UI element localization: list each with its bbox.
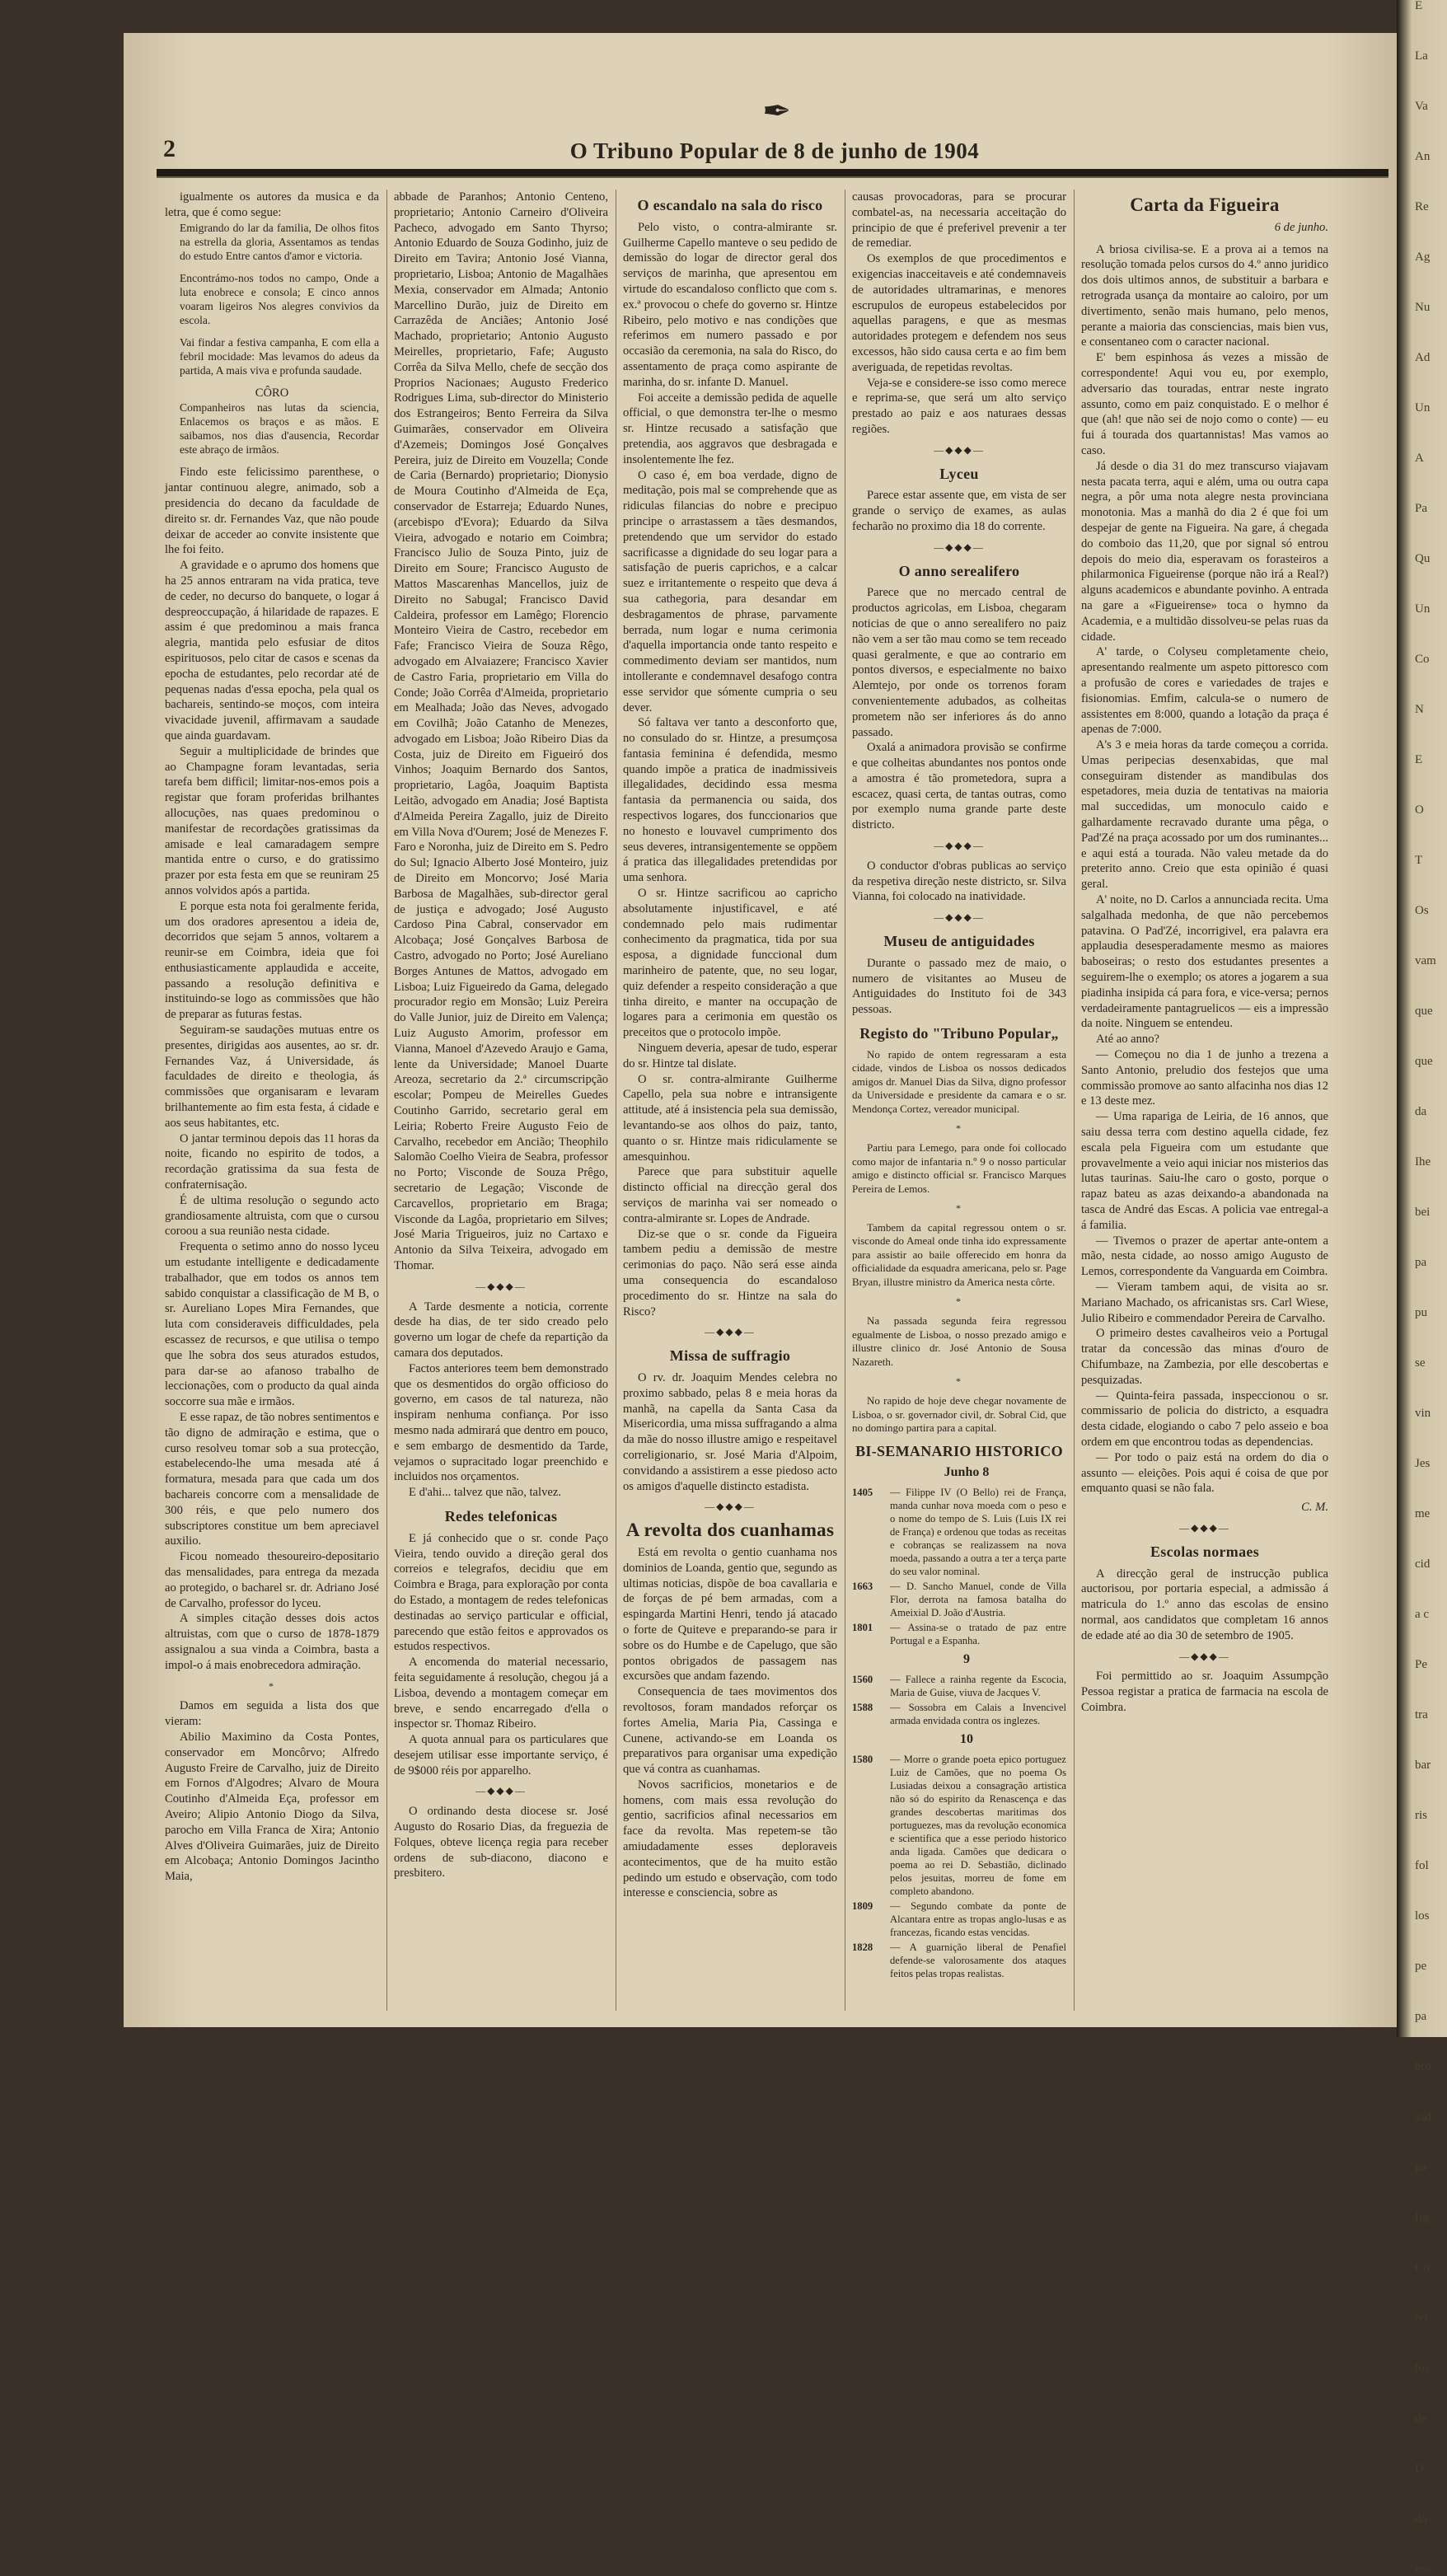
article-heading: O escandalo na sala do risco [637,197,823,213]
article-paragraph: Ninguem deveria, apesar de tudo, esperar do sr. Hintze tal dislate. [623,1042,837,1070]
article-paragraph: A simples citação desses dois actos altruistas, com que o curso de 1878-1879 assignalou a sua vinda a Coimbra, basta a impol-o á mais enobrecedora admiração. [165,1612,379,1672]
article-paragraph: Foi permittido ao sr. Joaquim Assumpção Pessoa registar a pratica de farmacia na escola de Coimbra. [1081,1670,1328,1714]
article-heading: Redes telefonicas [444,1507,558,1525]
article-paragraph: Factos anteriores teem bem demonstrado que os desmentidos do orgão officioso do governo, em casos de tal natureza, não inspiram nenhuma confiança. Por isso mesmo nada admirará que dentro em pouco, e sem embargo de desmentido da Tarde, vejamos o supracitado logar preenchido e incluidos nos orçamentos. [394,1361,608,1484]
facing-page-text-fragment: N [1415,703,1424,716]
article-heading: BI-SEMANARIO HISTORICO [855,1442,1063,1459]
section-separator: * [956,1122,962,1135]
section-separator: * [956,1375,962,1388]
newspaper-title: O Tribuno Popular de 8 de junho de 1904 [569,138,980,163]
facing-page-text-fragment: A [1415,452,1424,465]
section-separator: —◆◆◆— [475,1280,527,1292]
register-note: No rapido de ontem regressaram a esta cidade, vindos de Lisboa os nossos dedicados amigos dr. Manuel Dias da Silva, digno professor da Universidade e presidente da camara e o sr. Mendonça Cortez, vereador municipal. [852,1047,1066,1115]
facing-page-text-fragment: pu [1415,1306,1427,1319]
verse-heading: CÔRO [255,386,289,400]
article-paragraph: O rv. dr. Joaquim Mendes celebra no proximo sabbado, pelas 8 e meia horas da manhã, na capella da Santa Casa da Misericordia, uma missa suffragando a alma da mãe do nosso illustre amigo e respeitavel correligionario, sr. José Maria d'Alpoim, convidando a assistirem a esse piedoso acto os amigos d'aquelle distincto estadista. [623,1370,837,1493]
article-paragraph: igualmente os autores da musica e da letra, que é como segue: [165,190,379,219]
facing-page-text-fragment: da [1415,1105,1427,1118]
facing-page-text-fragment: bei [1415,1206,1431,1219]
chronicle-text: — D. Sancho Manuel, conde de Villa Flor, derrota na famosa batalha do Ameixial D. João d'Austria. [890,1581,1066,1619]
section-separator: —◆◆◆— [705,1501,756,1513]
chronicle-day: 9 [963,1652,970,1667]
facing-page-text-fragment: rei [1415,2311,1428,2325]
article-paragraph: A quota annual para os particulares que desejem utilisar esse importante serviço, é de 9$000 réis por apparelho. [394,1733,608,1777]
column-1 [165,190,379,2011]
section-separator: * [956,1202,962,1215]
facing-page-text-fragment: Qu [1415,552,1431,565]
article-heading: Missa de suffragio [669,1347,791,1365]
facing-page-text-fragment: Nu [1415,301,1431,314]
chronicle-text: — Morre o grande poeta epico portuguez Luiz de Camões, que no poema Os Lusiadas deixou a consagração artistica não só do espirito da Renascença e das grandes descobertas maritimas dos portuguezes, mas da revolução economica e scientifica que a esse periodo historico anda ligada. Camões que dedicara o poema ao rei D. Sebastião, diclinado pelos jesuitas, morreu de fome em completo abandono. [890,1753,1066,1897]
facing-page-text-fragment: Co [1415,653,1430,666]
article-paragraph: E' bem espinhosa ás vezes a missão de correspondente! Aqui vou eu, por exemplo, adversario das touradas, entrar neste ingrato assunto, como em paiz conquistado. E o melhor é que (ah! que não sei de nojo como o conte) — eu fui á tourada dos quartannistas! Mas vamos ao caso. [1081,351,1328,457]
article-paragraph: Seguir a multiplicidade de brindes que ao Champagne foram levantadas, seria tarefa bem difficil; limitar-nos-emos pois a registar que foram proferidas brilhantes allocuções, nas quaes predominou o manifestar de recordações gratissimas da amisade e leal camaradagem sempre mantida entre o curso, e do gratissimo prazer por esta festa em que se reuniram 25 annos volvidos após a partida. [165,744,379,897]
facing-page-text-fragment: Co [1415,2261,1430,2274]
chronicle-entry [852,1899,1066,1939]
article-paragraph: Parece estar assente que, em vista de ser grande o serviço de exames, as aulas fecharão no proximo dia 18 do corrente. [852,489,1066,533]
article-paragraph: causas provocadoras, para se procurar combatel-as, na necessaria acceitação do principio de que é preferivel prevenir a ter de remediar. [852,190,1066,251]
facing-page-text-fragment: Pa [1415,502,1427,515]
column-divider [1074,190,1075,2011]
chronicle-text: — Filippe IV (O Bello) rei de França, manda cunhar nova moeda com o peso e o nome do tempo de S. Luis (Luis IX rei de França) e ordenou que todas as receitas e cobranças se realizassem na nova moeda, passando a outra a ter a terça parte do seu valor nominal. [890,1487,1066,1578]
article-paragraph: — Quinta-feira passada, inspeccionou o sr. commissario de policia do districto, a esquadra desta cidade, elogiando o cabo 7 pelo asseio e boa ordem em que encontrou todas as dependencias. [1081,1389,1328,1449]
facing-page-text-fragment: bar [1415,1759,1431,1772]
chronicle-year: 1663 [852,1581,873,1593]
article-paragraph: O ordinando desta diocese sr. José Augusto do Rosario Dias, da freguezia de Folques, obteve licença regia para receber ordens de sub-diacono, diacono e presbitero. [394,1805,608,1880]
article-paragraph: Oxalá a animadora provisão se confirme e que colheitas abundantes nos pontos onde a amostra é tão prometedora, supra a escacez, quasi certa, de tantas outras, como por exemplo numa grande parte deste districto. [852,741,1066,832]
verse-stanza: Emigrando do lar da familia, De olhos fitos na estrella da gloria, Assentamos as tendas do estudo Entre cantos d'amor e victoria. [180,221,379,262]
chronicle-entry [852,1486,1066,1578]
section-separator: —◆◆◆— [934,911,985,924]
chronicle-day: 10 [960,1731,973,1746]
facing-page-text-fragment: cid [1415,1557,1431,1571]
facing-page-text-fragment: bro [1415,2060,1431,2073]
verse-stanza: Vai findar a festiva campanha, E com ella a febril mocidade: Mas levamos do adeus da partida, A mais viva e profunda saudade. [180,335,379,377]
facing-page-text-fragment: Jes [1415,1457,1431,1470]
facing-page-text-fragment: vin [1415,1407,1431,1420]
facing-page-edge [1397,0,1447,2576]
article-paragraph: O sr. contra-almirante Guilherme Capello, pela sua nobre e intransigente attitude, até á insistencia pela sua demissão, levantando-se aos olhos do paiz, tanto, quanto o sr. Hintze mais ridiculamente se amesquinhou. [623,1072,837,1164]
facing-page-text-fragment: O [1415,803,1424,817]
facing-page-text-fragment: fol [1415,1859,1429,1872]
facing-page-text-fragment: Un [1415,602,1431,616]
column-4 [852,190,1066,2011]
article-paragraph: O jantar terminou depois das 11 horas da noite, ficando no espirito de todos, a recordação gratissima da sua festa de confraternisação. [165,1131,379,1192]
article-paragraph: A' noite, no D. Carlos a annunciada recita. Uma salgalhada medonha, de que não percebemos patavina. O Pad'Zé, incorrigivel, era palavra era applaudia desesperadamente mesmo as maiores baboseiras; o resto dos estudantes presentes a seguirem-lhe o exemplo; os atores a jogarem a sua piadinha insipida cá para fora, e vice-versa; pernos verdadeiramente pantagruelicos — eis a impressão da noite. Ninguem se entendeu. [1081,893,1328,1031]
article-heading: A revolta dos cuanhamas [625,1520,835,1541]
column-5 [1081,190,1328,2011]
article-paragraph: E já conhecido que o sr. conde Paço Vieira, tendo ouvido a direção geral dos correios e telegrafos, decidiu que em Coimbra e Braga, para exploração por conta do Estado, a montagem de redes telefonicas destinadas ao serviço particular e official, parecendo que estão feitos e approvados os estudos respectivos. [394,1531,608,1654]
register-note: Na passada segunda feira regressou egualmente de Lisboa, o nosso prezado amigo e illustre clinico dr. José Antonio de Sousa Nazareth. [852,1314,1066,1368]
chronicle-entry [852,1941,1066,1980]
chronicle-text: — A guarnição liberal de Penafiel defende-se valorosamente dos ataques feitos pelas tropas realistas. [890,1941,1066,1979]
article-paragraph: Findo este felicissimo parenthese, o jantar continuou alegre, animado, sob a presidencia do decano da faculdade de direito sr. dr. Fernandes Vaz, que não poude deixar de acceder ao convite insistente que lhe foi feito. [165,466,379,557]
section-separator: —◆◆◆— [934,541,985,553]
register-note: Tambem da capital regressou ontem o sr. visconde do Ameal onde tinha ido expressamente para assistir ao baile offerecido em honra da officialidade da esquadra americana, pelo sr. Page Bryan, illustre ministro da America nesta côrte. [852,1220,1066,1288]
facing-page-text-fragment: E [1415,753,1423,766]
facing-page-text-fragment: Ag [1415,251,1431,264]
chronicle-year: 1809 [852,1899,873,1912]
facing-page-text-fragment: Re [1415,200,1429,213]
article-paragraph: — Por todo o paiz está na ordem do dia o assunto — eleições. Pois aqui é coisa de que por emquanto quasi se não fala. [1081,1450,1328,1496]
article-heading: Lyceu [939,465,979,482]
register-note: No rapido de hoje deve chegar novamente de Lisboa, o sr. governador civil, dr. Sobral Cid, que no domingo partira para a capital. [852,1394,1066,1435]
article-paragraph: Só faltava ver tanto a desconforto que, no consulado do sr. Hintze, a presumçosa fantasia feminina é defendida, mesmo quando impõe a pratica de inadmissiveis illegalidades, decidindo essa mesma fantasia da permanencia ou saida, dos respectivos logares, dos funccionarios que no honesto e louvavel cumprimento dos seus deveres, intransigentemente se oppõem á pratica das illegalidades pretendidas por uma senhora. [623,716,837,885]
section-separator: * [269,1679,275,1692]
register-note: Partiu para Lemego, para onde foi collocado como major de infantaria n.º 9 o nosso particular amigo e distincto official sr. Francisco Marques Pereira de Lemos. [852,1141,1066,1195]
verse-stanza: Encontrámo-nos todos no campo, Onde a luta enobrece e consola; E cinco annos voaram ligeiros Nos alegres convivios da escola. [180,271,379,326]
facing-page-text-fragment: vam [1415,954,1436,967]
article-paragraph: Seguiram-se saudações mutuas entre os presentes, dirigidas aos ausentes, ao sr. dr. Fernandes Vaz, á Universidade, ás faculdades de direito e theologia, ás commissões que organisaram e levaram brilhantemente ao fim esta festa, á cidade e aos seus habitantes, etc. [165,1023,379,1130]
chronicle-year: 1801 [852,1622,873,1634]
masthead [157,91,1393,173]
article-paragraph: Novos sacrificios, monetarios e de homens, com mais essa revolução do gentio, sacrificios afinal necessarios em face da revolta. Mas repetem-se tão amiudadamente esses deploraveis acontecimentos, que de ha muito estão pedindo um estudo e observação, com todo interesse e consciencia, sobre as [623,1777,837,1900]
article-paragraph: E d'ahi... talvez que não, talvez. [409,1486,561,1500]
chronicle-entry [852,1580,1066,1619]
article-paragraph: Consequencia de taes movimentos dos revoltosos, foram mandados reforçar os fortes Amelia, Maria Pia, Cassinga e Cunene, activando-se em Loanda os preparativos para organisar uma expedição que vá contra as cuanhamas. [623,1685,837,1777]
article-paragraph: Já desde o dia 31 do mez transcurso viajavam nesta pacata terra, aqui e além, uma ou outra capa negra, a pôr uma nota alegre nesta provinciana monotonia. Mas a manhã do dia 2 é que foi um despejar de gente na Figueira. Na gare, á chegada do comboio das 11,20, que por signal só entrou depois do meio dia, esperavam os forasteiros a philarmonica Figueirense (porque não irá a Real?) alguns academicos e abundante povinho. A entrada na gare a «Figueirense» toca o hymno da Academia, e a multidão dissolveu-se pelas ruas da cidade. [1081,459,1328,644]
facing-page-text-fragment: me [1415,1507,1431,1520]
article-paragraph: Ficou nomeado thesoureiro-depositario das mensalidades, para entrega da mezada ao protegido, o bacharel sr. dr. Adriano José de Carvalho, professor do lyceu. [165,1550,379,1610]
article-paragraph: O conductor d'obras publicas ao serviço da respetiva direção neste districto, sr. Silva Vianna, foi colocado na inatividade. [852,859,1066,904]
article-paragraph: — Vieram tambem aqui, de visita ao sr. Mariano Machado, os africanistas srs. Carl Wiese, Julio Ribeiro e commendador Pereira de Carvalho. [1081,1280,1328,1325]
article-paragraph: Foi acceite a demissão pedida de aquelle official, o que demonstra ter-lhe o mesmo sr. Hintze recusado a satisfação que pretendia, aos aggravos que desbragada e insolentemente lhe fez. [623,391,837,466]
article-paragraph: A encomenda do material necessario, feita seguidamente á resolução, chegou já a Lisboa, devendo a montagem começar em breve, e sendo encarregado d'ella o inspector sr. Thomaz Ribeiro. [394,1656,608,1731]
verse-stanza: Companheiros nas lutas da sciencia, Enlacemos os braços e as mãos. E saibamos, nos dias d'ausencia, Recordar este abraço de irmãos. [180,401,379,457]
chronicle-year: 1588 [852,1701,873,1713]
facing-page-text-fragment: ris [1415,1809,1427,1822]
facing-page-text-fragment: tra [1415,1708,1428,1721]
facing-page-text-fragment: pa [1415,2161,1427,2174]
article-paragraph: A gravidade e o aprumo dos homens que ha 25 annos entraram na vida pratica, teve de ceder, no decurso do banquete, o logar á despreoccupação, á hilaridade de rapazes. E assim é que predominou a mais franca alegria, mantida pelo esfusiar de ditos espirituosos, pelo citar de casos e scenas da epocha de estudantes, pelo recordar até de pequenas nadas d'essa epocha, pela qual os bachareis, sentindo-se moços, com inteira vivacidade juvenil, affirmavam a saudade que ainda guardavam. [165,559,379,742]
facing-page-text-fragment: que [1415,1055,1433,1068]
facing-page-text-fragment: los [1415,2362,1430,2375]
facing-page-text-fragment: pa [1415,2010,1427,2023]
chronicle-entry [852,1673,1066,1699]
article-heading: Registo do "Tribuno Popular„ [859,1025,1059,1042]
column-divider [386,190,387,2011]
facing-page-text-fragment: Ad [1415,351,1431,364]
section-separator: —◆◆◆— [934,840,985,852]
article-paragraph: Veja-se e considere-se isso como merece e reprima-se, que será um alto serviço prestado ao paiz e aos naturaes dessas regiões. [852,376,1066,436]
facing-page-text-fragment: D [1415,2462,1424,2475]
article-paragraph: A Tarde desmente a noticia, corrente desde ha dias, de ter sido creado pelo governo um logar de chefe da repartição da camara dos deputados. [394,1300,608,1360]
dateline: 6 de junho. [1274,220,1328,234]
article-paragraph: Está em revolta o gentio cuanhama nos dominios de Loanda, gentio que, segundo as ultimas noticias, dispõe de boa cavallaria e de forças de pé bem armadas, com a espingarda Martini Henri, tendo já atacado o forte de Quiteve e preparando-se para ir sobre os do Humbe e de Capelugo, que são pontos obrigados de passagem nas excursões que andam fazendo. [623,1545,837,1684]
article-paragraph: O sr. Hintze sacrificou ao capricho absolutamente injustificavel, e até condemnado pelo mais rudimentar conhecimento da pragmatica, tida por sua esposa, a dignidade funccional dum marinheiro de patente, que, no seu logar, quiz defender a respeito consideração a que tinha direito, e manter na occupação de logares para a cerimonia em questão os preceitos que o protocolo impõe. [623,887,837,1040]
column-3 [623,190,837,2011]
article-heading: Museu de antiguidades [883,933,1035,950]
section-separator: —◆◆◆— [1179,1650,1230,1662]
facing-page-text-fragment: sad [1415,2110,1431,2124]
newspaper-page [124,33,1397,2027]
facing-page-text-fragment: ros [1415,2563,1431,2576]
section-separator: —◆◆◆— [1179,1521,1230,1534]
article-paragraph: — Tivemos o prazer de apertar ante-ontem a mão, nesta cidade, ao nosso amigo Augusto de Lemos, correspondente da Vanguarda em Coimbra. [1081,1234,1328,1279]
facing-page-text-fragment: do [1415,2513,1427,2526]
section-separator: —◆◆◆— [475,1785,527,1797]
facing-page-text-fragment: pa [1415,1256,1427,1269]
article-paragraph: É de ultima resolução o segundo acto grandiosamente altruista, com que o cursou coroou a sua reunião nesta cidade. [165,1193,379,1239]
facing-page-text-fragment: a c [1415,1608,1430,1621]
chronicle-text: — Fallece a rainha regente da Escocia, Maria de Guise, viuva de Jacques V. [890,1673,1066,1698]
facing-page-text-fragment: se [1415,1356,1426,1370]
page-number: 2 [163,135,176,162]
facing-page-text-fragment: Un [1415,401,1431,415]
facing-page-text-fragment: pe [1415,1960,1427,1973]
section-separator: * [956,1295,962,1308]
article-paragraph: A direcção geral de instrucção publica auctorisou, por portaria especial, a admissão á matricula do 1.º anno das escolas de ensino normal, aos candidatos que completam 16 annos de edade até ao dia 30 de setembro de 1905. [1081,1567,1328,1642]
facing-page-text-fragment: los [1415,1909,1430,1923]
article-paragraph: Damos em seguida a lista dos que vieram: [165,1699,379,1729]
facing-page-text-fragment: de [1415,2412,1427,2425]
article-paragraph: E esse rapaz, de tão nobres sentimentos e tão digno de admiração e estima, que o curso resolveu tomar sob a sua protecção, estabelecendo-lhe uma mesada até á formatura, mesada para que cada um dos bachareis concorre com a mensalidade de 300 réis, e que pelo numero dos subscriptores constitue um bem apreciavel auxilio. [165,1411,379,1548]
masthead-rule [157,169,1388,178]
article-paragraph: E porque esta nota foi geralmente ferida, um dos oradores apresentou a ideia de, decorridos que sejam 5 annos, voltarem a reunir-se em Coimbra, ideia que foi enthusiasticamente applaudida e acceite, passando a resolução definitiva e instituindo-se logo as commissões que hão de preparar as futuras festas. [165,899,379,1022]
chronicle-entry [852,1621,1066,1647]
article-paragraph: Diz-se que o sr. conde da Figueira tambem pediu a demissão de mestre cerimonias do paço. Não será esse ainda uma consequencia do escandaloso procedimento do sr. Hintze na sala do Risco? [623,1227,837,1318]
chronicle-day: Junho 8 [944,1465,990,1480]
facing-page-text-fragment: An [1415,150,1431,163]
quill-icon: ✒ [762,93,792,131]
article-paragraph: Parece que para substituir aquelle distincto official na direcção geral dos serviços de marinha vai ser nomeado o contra-almirante sr. Lopes de Andrade. [623,1165,837,1225]
facing-page-text-fragment: La [1415,49,1428,63]
facing-page-text-fragment: Ihe [1415,1155,1431,1169]
article-paragraph: abbade de Paranhos; Antonio Centeno, proprietario; Antonio Carneiro d'Oliveira Pacheco, advogado em Santo Thyrso; Antonio Eduardo de Souza Godinho, juiz de Direito em Tavira; Antonio José Vianna, proprietario, Lisboa; Antonio de Magalhães Mexia, conservador em Almada; Antonio Marcellino Durão, juiz de Direito em Carrazêda de Anciães; Antonio José Machado, proprietario; Antonio Augusto Meirelles, proprietario, Fafe; Augusto Corrêa da Silva Mello, chefe de secção dos Proprios Nacionaes; Augusto Frederico Rodrigues Lima, sub-director do Ministerio dos Estrangeiros; Bento Ferreira da Silva Guimarães, conservador em Oliveira d'Azemeis; Domingos José Gonçalves Pereira, juiz de Direito em Vouzella; Conde de Caria (Bernardo) proprietario; Dionysio de Moura Coutinho d'Almeida de Eça, conservador de Estarreja; Eduardo Nunes, (arcebispo d'Evora); Eduardo da Silva Vieira, advogado e notario em Coimbra; Francisco Julio de Souza Pinto, juiz de Direito em Soure; Francisco Augusto de Mattos Mascarenhas Mancellos, juiz de Direito no Sabugal; Francisco David Caldeira, professor em Lamêgo; Florencio Monteiro Vieira de Castro, recebedor em Fafe; Francisco Vieira de Souza Rêgo, advogado em Alvaiazere; Francisco Xavier de Castro Faria, proprietario em Villa do Conde; João Corrêa d'Almeida, proprietario em Mealhada; João das Neves, advogado em Covilhã; João Catanho de Menezes, advogado em Lisboa; João Ribeiro Dias da Costa, juiz de Direito em Figueiró dos Vinhos; Joaquim Bernardo dos Santos, proprietario, Lagôa, Joaquim Baptista Leitão, advogado em Anadia; José Baptista d'Almeida Pereira Zagallo, juiz de Direito em Villa Nova d'Ourem; José de Menezes F. Faro e Noronha, juiz de Direito em S. Pedro do Sul; Ignacio Alberto José Monteiro, juiz de Direito em Moncorvo; José Maria Barbosa de Magalhães, sub-director geral de justiça e advogado; José Augusto Cardoso Pina Cabral, conservador em Alcobaça; José Gonçalves Barbosa de Castro, advogado no Porto; José Aureliano Borges Antunes de Mattos, advogado em Lisboa; Luiz Figueiredo da Gama, delegado procurador regio em Monsão; Luiz Pereira do Valle Junior, juiz de Direito em Valença; Luiz Augusto Amorim, professor em Vianna, Manoel d'Azevedo Araujo e Gama, lente da Universidade; Manoel Duarte Areoza, secretario da 2.ª circumscripção escolar; Pompeu de Meirelles Guedes Coutinho Garrido, secretario geral em Leiria; Roberto Freire Augusto Feio de Carvalho, recebedor em Ancião; Theophilo Salomão Coelho Vieira de Seabra, professor no Porto; Visconde de Souza Prêgo, secretario de Legação; Visconde de Carcavellos, proprietario em Braga; Visconde da Lagôa, proprietario em Silves; José Maria Trigueiros, juiz no Cartaxo e Antonio da Silva Teixeira, advogado em Thomar. [394,190,608,1272]
chronicle-year: 1828 [852,1941,873,1953]
chronicle-text: — Assina-se o tratado de paz entre Portugal e a Espanha. [890,1622,1066,1647]
signature: C. M. [1301,1501,1328,1515]
facing-page-text-fragment: que [1415,1005,1433,1018]
article-heading: O anno serealifero [898,562,1020,579]
article-paragraph: Durante o passado mez de maio, o numero de visitantes ao Museu de Antiguidades do Instituto foi de 343 pessoas. [852,956,1066,1017]
article-paragraph: Abilio Maximino da Costa Pontes, conservador em Moncôrvo; Alfredo Augusto Freire de Carvalho, juiz de Direito em Fornos d'Algodres; Alvaro de Moura Coutinho d'Almeida Eça, professor em Aveiro; Alipio Antonio Diogo da Silva, parocho em Villa Franca de Xira; Antonio Alves d'Oliveira Guimarães, juiz de Direito em Alcobaça; Antonio Domingos Jacintho Maia, [165,1730,379,1884]
article-paragraph: A' tarde, o Colyseu completamente cheio, apresentando realmente um aspeto pittoresco com a profusão de cores e variedades de trajes e fisionomias. Emfim, calcula-se o numero de assistentes em 8:000, quando a lotação da praça é apenas de 7:000. [1081,645,1328,737]
article-paragraph: Os exemplos de que procedimentos e exigencias inacceitaveis e até condemnaveis de autoridades ultramarinas, e menores escrupulos de europeus estabelecidos por aquellas paragens, e que as mesmas autoridades protegem e defendem nos seus excessos, hão sido causa certa e ao fim bem averiguada, de repetidas revoltas. [852,252,1066,374]
facing-page-text-fragment: Va [1415,100,1428,113]
facing-page-text-fragment: Pe [1415,1658,1427,1671]
article-paragraph: — Uma rapariga de Leiria, de 16 annos, que saiu dessa terra com destino aquella cidade, fez escala pela Figueira com um estudante que provavelmente a veio aqui iniciar nos misterios das lutas taurinas. Saiu-lhe caro o gosto, porque o rapaz bateu as azas deixando-a abandonada na tasca de André das Escas. A policia vae entregal-a á familia. [1081,1110,1328,1232]
chronicle-year: 1580 [852,1753,873,1765]
facing-page-text-fragment: fig [1415,2211,1429,2224]
chronicle-entry [852,1701,1066,1727]
facing-page-text-fragment: E [1415,0,1423,12]
article-heading: Carta da Figueira [1130,194,1280,215]
column-2 [394,190,608,2011]
article-paragraph: Parece que no mercado central de productos agricolas, em Lisboa, chegaram noticias de que o anno serealifero no paiz não vem a ser tão mau como se tem receado quasi geralmente, e que ao contrario em pontos diversos, e especialmente no baixo Alemtejo, por onde os torrenos foram convenientemente adubados, as colheitas prometem não ser inferiores ás do anno passado. [852,586,1066,739]
facing-page-text-fragment: Os [1415,904,1429,917]
facing-page-text-fragment: T [1415,854,1423,867]
article-paragraph: Pelo visto, o contra-almirante sr. Guilherme Capello manteve o seu pedido de demissão do logar de director geral dos serviços de marinha, que apresentou em virtude do escandaloso conflicto que com s. ex.ª provocou o chefe do governo sr. Hintze Ribeiro, pelo motivo e nas condições que referimos em numero passado e por occasião da ceremonia, na sala do Risco, do assentamento de praça como aspirante de marinha, do sr. infante D. Manuel. [623,220,837,389]
article-paragraph: O primeiro destes cavalheiros veio a Portugal tratar da concessão das minas d'ouro de Chifumbaze, na Zambezia, por elle descobertas e pesquizadas. [1081,1327,1328,1387]
article-paragraph: — Começou no dia 1 de junho a trezena a Santo Antonio, preludio dos festejos que uma commissão promove ao santo alfacinha nos dias 12 e 13 deste mez. [1081,1048,1328,1108]
chronicle-year: 1405 [852,1487,873,1499]
chronicle-year: 1560 [852,1673,873,1685]
chronicle-text: — Sossobra em Calais a Invencivel armada envidada contra os inglezes. [890,1701,1066,1726]
article-paragraph: Frequenta o setimo anno do nosso lyceu um estudante intelligente e dedicadamente trabalhador, que em todos os annos tem sabido conquistar a classificação de M B, o sr. Aureliano Lopes Mira Fernandes, que luta com consideraveis difficuldades, pela escassez de recursos, e que utilisa o tempo que lhe sobra dos seus aturados estudos, para dar-se ao afanoso trabalho de leccionações, com o producto da qual ainda soccorre sua mãe e irmãos. [165,1240,379,1409]
chronicle-entry [852,1753,1066,1898]
article-heading: Escolas normaes [1150,1543,1259,1560]
article-paragraph: A's 3 e meia horas da tarde começou a corrida. Umas peripecias desenxabidas, que mal conseguiram distender as mandibulas dos espetadores, meia duzia de tentativas na maioria mal succedidas, um monoculo caido e galhardamente recravado durante uma pêga, o Pad'Zé na praça acossado por um dos ruminantes... e aqui está a tourada. Não valeu metade da do preterito anno. Creio que esta opinião é quasi geral. [1081,738,1328,892]
article-paragraph: A briosa civilisa-se. E a prova ai a temos na resolução tomada pelos cursos do 4.º anno juridico dos dois ultimos annos, de substituir a barbara e retrograda usança da montaire ao caloiro, por um divertimento, senão mais humano, pelo menos, perante a maioria das consciencias, mais bien vus, e consentaneo com o caracter nacional. [1081,242,1328,349]
article-paragraph: Até ao anno? [1096,1033,1159,1047]
section-separator: —◆◆◆— [705,1326,756,1338]
section-separator: —◆◆◆— [934,443,985,456]
chronicle-text: — Segundo combate da ponte de Alcantara entre as tropas anglo-lusas e as francezas, ficando estas vencidas. [890,1899,1066,1938]
article-paragraph: O caso é, em boa verdade, digno de meditação, pois mal se comprehende que as ridiculas filancias do nobre e precipuo principe o arrastassem a tães desmandos, pretendendo que um servidor do estado sacrificasse a dignidade do seu logar para a satisfação de pueris caprichos, e a calcar suez e irritantemente o respeito que deva á sua cathegoria, para desandar em desbragamentos de phrase, parvamente berrada, num logar e numa cerimonia d'aquella importancia onde tanto respeito e commedimento deviam ser mantidos, num intollerante e condemnavel desafogo contra esse servidor que sómente cumpria o seu dever. [623,468,837,714]
